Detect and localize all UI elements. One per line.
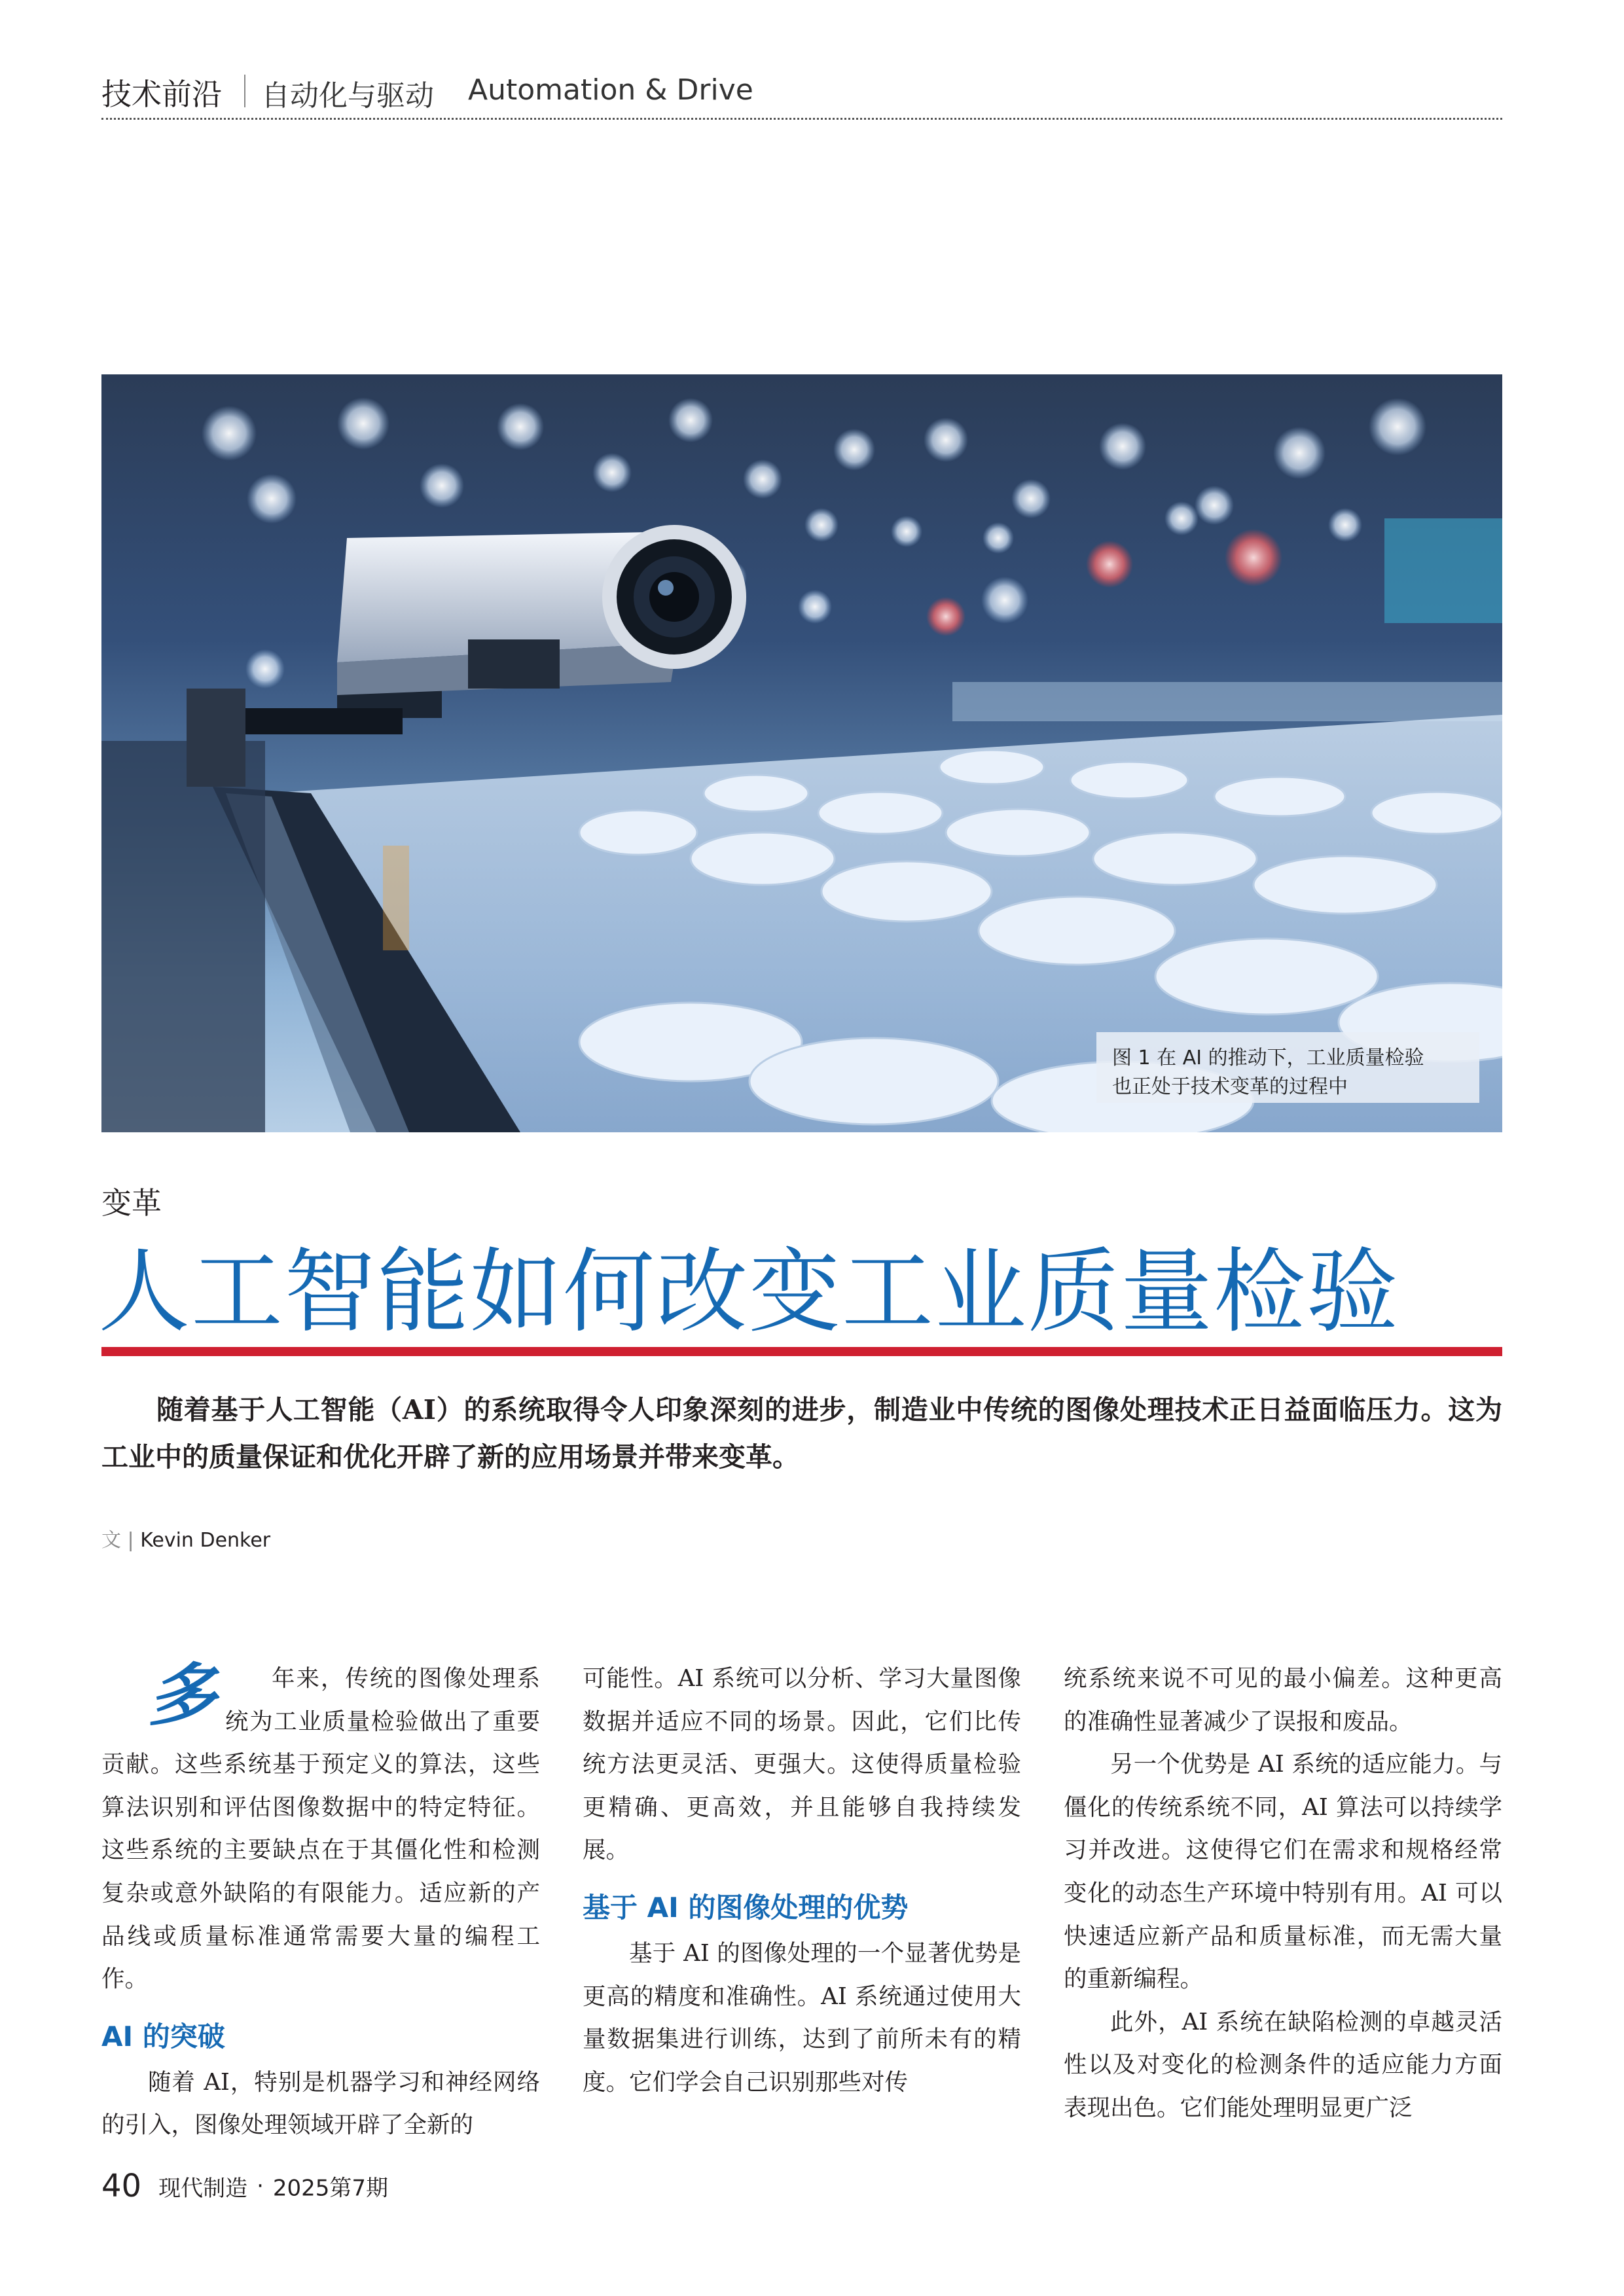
header-rule — [101, 118, 1502, 120]
caption-line-1: 图 1 在 AI 的推动下，工业质量检验 — [1112, 1047, 1424, 1069]
title-rule — [101, 1347, 1502, 1356]
column-label-en: Automation & Drive — [468, 73, 753, 107]
paragraph: 可能性。AI 系统可以分析、学习大量图像数据并适应不同的场景。因此，它们比传统方法更灵活、更强大。这使得质量检验更精确、更高效，并且能够自我持续发展。 — [583, 1665, 1021, 1864]
section-heading: 基于 AI 的图像处理的优势 — [583, 1891, 909, 1924]
camera-conveyor-illustration — [101, 374, 1502, 1132]
byline — [101, 1524, 270, 1552]
paragraph — [101, 1657, 540, 2001]
page-number: 40 — [101, 2168, 142, 2204]
paragraph-text: 年来，传统的图像处理系统为工业质量检验做出了重要贡献。这些系统基于预定义的算法，这些算法识别和评估图像数据中的特定特征。这些系统的主要缺点在于其僵化性和检测复杂或意外缺陷的有限能力。适应新的产品线或质量标准通常需要大量的编程工作。 — [101, 1665, 540, 1993]
article-kicker: 变革 — [101, 1185, 162, 1221]
paragraph: 另一个优势是 AI 系统的适应能力。与僵化的传统系统不同，AI 算法可以持续学习并改进。这使得它们在需求和规格经常变化的动态生产环境中特别有用。AI 可以快速适应新产品和质量标准，而无需大量的重新编程。 — [1064, 1751, 1502, 1993]
footer-separator: · — [257, 2173, 264, 2199]
byline-prefix: 文 | — [101, 1529, 141, 1552]
section-label: 技术前沿 — [101, 77, 222, 112]
hero-figure — [101, 374, 1502, 1132]
caption-line-2: 也正处于技术变革的过程中 — [1112, 1075, 1348, 1098]
body-column-2 — [583, 1657, 1021, 2104]
figure-caption — [1096, 1032, 1479, 1103]
article-lead: 随着基于人工智能（AI）的系统取得令人印象深刻的进步，制造业中传统的图像处理技术正日益面临压力。这为工业中的质量保证和优化开辟了新的应用场景并带来变革。 — [101, 1394, 1502, 1473]
paragraph: 此外，AI 系统在缺陷检测的卓越灵活性以及对变化的检测条件的适应能力方面表现出色。它们能处理明显更广泛 — [1064, 2008, 1502, 2121]
magazine-name: 现代制造 — [158, 2175, 248, 2202]
section-heading: AI 的突破 — [101, 2020, 225, 2053]
body-column-1 — [101, 1657, 540, 2147]
paragraph: 统系统来说不可见的最小偏差。这种更高的准确性显著减少了误报和废品。 — [1064, 1665, 1502, 1735]
article-title: 人工智能如何改变工业质量检验 — [98, 1239, 1400, 1346]
paragraph: 基于 AI 的图像处理的一个显著优势是更高的精度和准确性。AI 系统通过使用大量数据集进行训练，达到了前所未有的精度。它们学会自己识别那些对传 — [583, 1939, 1021, 2096]
column-label: 自动化与驱动 — [261, 79, 434, 113]
header-divider — [244, 75, 245, 107]
paragraph: 随着 AI，特别是机器学习和神经网络的引入，图像处理领域开辟了全新的 — [101, 2068, 540, 2139]
dropcap: 多 — [148, 1655, 217, 1735]
byline-author: Kevin Denker — [140, 1529, 271, 1552]
page-footer — [101, 2168, 388, 2207]
body-column-3 — [1064, 1657, 1502, 2130]
running-header — [101, 71, 1502, 117]
issue-label: 2025第7期 — [272, 2175, 389, 2202]
